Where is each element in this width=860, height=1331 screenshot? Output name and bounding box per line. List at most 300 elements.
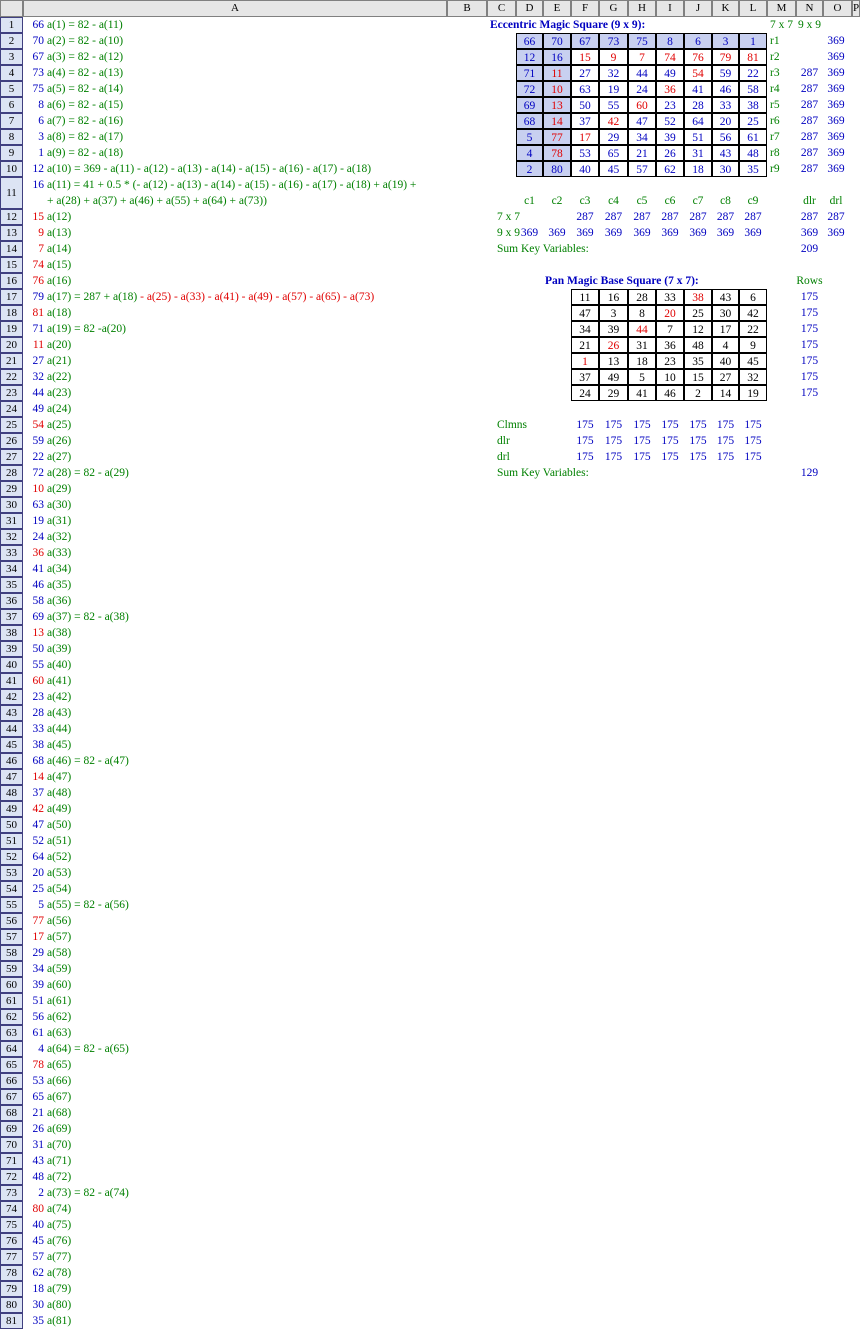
ems-cell[interactable]: 1 xyxy=(739,33,767,49)
cell-a55[interactable]: 5 xyxy=(38,899,44,911)
pms-cell[interactable]: 3 xyxy=(599,305,628,321)
row-header-68[interactable]: 68 xyxy=(0,1105,23,1121)
cell-b53[interactable]: a(53) xyxy=(47,867,72,879)
select-all-corner[interactable] xyxy=(0,0,23,17)
cell-a26[interactable]: 59 xyxy=(32,435,44,447)
row-header-75[interactable]: 75 xyxy=(0,1217,23,1233)
row-header-48[interactable]: 48 xyxy=(0,785,23,801)
cell-b66[interactable]: a(66) xyxy=(47,1075,72,1087)
pms-cell[interactable]: 4 xyxy=(712,337,739,353)
row-header-74[interactable]: 74 xyxy=(0,1201,23,1217)
pms-cell[interactable]: 19 xyxy=(739,385,767,401)
row-header-18[interactable]: 18 xyxy=(0,305,23,321)
pms-cell[interactable]: 27 xyxy=(712,369,739,385)
ems-cell[interactable]: 33 xyxy=(712,97,739,113)
cell-b18[interactable]: a(18) xyxy=(47,307,72,319)
pms-cell[interactable]: 14 xyxy=(712,385,739,401)
row-header-43[interactable]: 43 xyxy=(0,705,23,721)
column-header-f[interactable]: F xyxy=(571,0,599,17)
column-header-g[interactable]: G xyxy=(599,0,628,17)
row-header-37[interactable]: 37 xyxy=(0,609,23,625)
cell-a16[interactable]: 76 xyxy=(32,275,44,287)
pms-cell[interactable]: 43 xyxy=(712,289,739,305)
ems-cell[interactable]: 35 xyxy=(739,161,767,177)
ems-cell[interactable]: 38 xyxy=(739,97,767,113)
cell-a13[interactable]: 9 xyxy=(38,227,44,239)
cell-b78[interactable]: a(78) xyxy=(47,1267,72,1279)
cell-a25[interactable]: 54 xyxy=(32,419,44,431)
row-header-16[interactable]: 16 xyxy=(0,273,23,289)
ems-cell[interactable]: 72 xyxy=(516,81,543,97)
ems-cell[interactable]: 81 xyxy=(739,49,767,65)
ems-cell[interactable]: 34 xyxy=(628,129,656,145)
ems-cell[interactable]: 14 xyxy=(543,113,571,129)
ems-cell[interactable]: 68 xyxy=(516,113,543,129)
row-header-35[interactable]: 35 xyxy=(0,577,23,593)
cell-b52[interactable]: a(52) xyxy=(47,851,72,863)
ems-cell[interactable]: 67 xyxy=(571,33,599,49)
ems-cell[interactable]: 61 xyxy=(739,129,767,145)
row-header-45[interactable]: 45 xyxy=(0,737,23,753)
cell-b11-line2[interactable]: + a(28) + a(37) + a(46) + a(55) + a(64) + a(73)) xyxy=(47,195,267,207)
ems-cell[interactable]: 6 xyxy=(684,33,712,49)
row-header-71[interactable]: 71 xyxy=(0,1153,23,1169)
cell-a6[interactable]: 8 xyxy=(38,99,44,111)
row-header-23[interactable]: 23 xyxy=(0,385,23,401)
cell-b76[interactable]: a(76) xyxy=(47,1235,72,1247)
ems-cell[interactable]: 74 xyxy=(656,49,684,65)
pms-cell[interactable]: 17 xyxy=(712,321,739,337)
ems-cell[interactable]: 62 xyxy=(656,161,684,177)
pms-cell[interactable]: 13 xyxy=(599,353,628,369)
cell-b74[interactable]: a(74) xyxy=(47,1203,72,1215)
cell-b32[interactable]: a(32) xyxy=(47,531,72,543)
cell-a8[interactable]: 3 xyxy=(38,131,44,143)
cell-b39[interactable]: a(39) xyxy=(47,643,72,655)
ems-cell[interactable]: 32 xyxy=(599,65,628,81)
cell-b70[interactable]: a(70) xyxy=(47,1139,72,1151)
cell-b5[interactable]: a(5) = 82 - a(14) xyxy=(47,83,124,95)
column-header-a[interactable]: A xyxy=(23,0,447,17)
ems-cell[interactable]: 23 xyxy=(656,97,684,113)
cell-a39[interactable]: 50 xyxy=(32,643,44,655)
cell-a31[interactable]: 19 xyxy=(32,515,44,527)
ems-cell[interactable]: 57 xyxy=(628,161,656,177)
cell-b26[interactable]: a(26) xyxy=(47,435,72,447)
row-header-79[interactable]: 79 xyxy=(0,1281,23,1297)
pms-cell[interactable]: 25 xyxy=(684,305,712,321)
pms-cell[interactable]: 46 xyxy=(656,385,684,401)
pms-cell[interactable]: 40 xyxy=(712,353,739,369)
cell-a67[interactable]: 65 xyxy=(32,1091,44,1103)
cell-b44[interactable]: a(44) xyxy=(47,723,72,735)
ems-cell[interactable]: 20 xyxy=(712,113,739,129)
row-header-28[interactable]: 28 xyxy=(0,465,23,481)
ems-cell[interactable]: 70 xyxy=(543,33,571,49)
row-header-36[interactable]: 36 xyxy=(0,593,23,609)
cell-b72[interactable]: a(72) xyxy=(47,1171,72,1183)
cell-a76[interactable]: 45 xyxy=(32,1235,44,1247)
cell-a73[interactable]: 2 xyxy=(38,1187,44,1199)
column-header-m[interactable]: M xyxy=(767,0,796,17)
row-header-19[interactable]: 19 xyxy=(0,321,23,337)
row-header-9[interactable]: 9 xyxy=(0,145,23,161)
pms-cell[interactable]: 39 xyxy=(599,321,628,337)
cell-a28[interactable]: 72 xyxy=(32,467,44,479)
cell-a1[interactable]: 66 xyxy=(32,19,44,31)
row-header-26[interactable]: 26 xyxy=(0,433,23,449)
ems-cell[interactable]: 69 xyxy=(516,97,543,113)
ems-cell[interactable]: 52 xyxy=(656,113,684,129)
ems-cell[interactable]: 41 xyxy=(684,81,712,97)
pms-cell[interactable]: 24 xyxy=(571,385,599,401)
ems-cell[interactable]: 26 xyxy=(656,145,684,161)
pms-cell[interactable]: 16 xyxy=(599,289,628,305)
cell-b65[interactable]: a(65) xyxy=(47,1059,72,1071)
ems-cell[interactable]: 16 xyxy=(543,49,571,65)
cell-b1[interactable]: a(1) = 82 - a(11) xyxy=(47,19,123,31)
cell-b69[interactable]: a(69) xyxy=(47,1123,72,1135)
cell-b62[interactable]: a(62) xyxy=(47,1011,72,1023)
cell-b64[interactable]: a(64) = 82 - a(65) xyxy=(47,1043,129,1055)
row-header-73[interactable]: 73 xyxy=(0,1185,23,1201)
ems-cell[interactable]: 24 xyxy=(628,81,656,97)
pms-cell[interactable]: 45 xyxy=(739,353,767,369)
row-header-44[interactable]: 44 xyxy=(0,721,23,737)
row-header-11[interactable]: 11 xyxy=(0,177,23,209)
cell-a78[interactable]: 62 xyxy=(32,1267,44,1279)
ems-cell[interactable]: 55 xyxy=(599,97,628,113)
pms-cell[interactable]: 35 xyxy=(684,353,712,369)
cell-a58[interactable]: 29 xyxy=(32,947,44,959)
cell-a41[interactable]: 60 xyxy=(32,675,44,687)
ems-cell[interactable]: 40 xyxy=(571,161,599,177)
cell-b48[interactable]: a(48) xyxy=(47,787,72,799)
ems-cell[interactable]: 5 xyxy=(516,129,543,145)
row-header-33[interactable]: 33 xyxy=(0,545,23,561)
pms-cell[interactable]: 9 xyxy=(739,337,767,353)
cell-b15[interactable]: a(15) xyxy=(47,259,72,271)
ems-cell[interactable]: 60 xyxy=(628,97,656,113)
row-header-1[interactable]: 1 xyxy=(0,17,23,33)
ems-cell[interactable]: 31 xyxy=(684,145,712,161)
cell-a80[interactable]: 30 xyxy=(32,1299,44,1311)
ems-cell[interactable]: 9 xyxy=(599,49,628,65)
row-header-77[interactable]: 77 xyxy=(0,1249,23,1265)
cell-b73[interactable]: a(73) = 82 - a(74) xyxy=(47,1187,129,1199)
ems-cell[interactable]: 56 xyxy=(712,129,739,145)
cell-a5[interactable]: 75 xyxy=(32,83,44,95)
ems-cell[interactable]: 66 xyxy=(516,33,543,49)
cell-b27[interactable]: a(27) xyxy=(47,451,72,463)
cell-a7[interactable]: 6 xyxy=(38,115,44,127)
cell-a68[interactable]: 21 xyxy=(32,1107,44,1119)
cell-a23[interactable]: 44 xyxy=(32,387,44,399)
pms-cell[interactable]: 22 xyxy=(739,321,767,337)
cell-b43[interactable]: a(43) xyxy=(47,707,72,719)
pms-cell[interactable]: 11 xyxy=(571,289,599,305)
row-header-7[interactable]: 7 xyxy=(0,113,23,129)
ems-cell[interactable]: 71 xyxy=(516,65,543,81)
row-header-76[interactable]: 76 xyxy=(0,1233,23,1249)
row-header-42[interactable]: 42 xyxy=(0,689,23,705)
pms-cell[interactable]: 31 xyxy=(628,337,656,353)
row-header-10[interactable]: 10 xyxy=(0,161,23,177)
cell-a29[interactable]: 10 xyxy=(32,483,44,495)
row-header-21[interactable]: 21 xyxy=(0,353,23,369)
cell-a71[interactable]: 43 xyxy=(32,1155,44,1167)
cell-a42[interactable]: 23 xyxy=(32,691,44,703)
cell-b77[interactable]: a(77) xyxy=(47,1251,72,1263)
pms-cell[interactable]: 37 xyxy=(571,369,599,385)
ems-cell[interactable]: 78 xyxy=(543,145,571,161)
cell-a15[interactable]: 74 xyxy=(32,259,44,271)
cell-a64[interactable]: 4 xyxy=(38,1043,44,1055)
cell-b63[interactable]: a(63) xyxy=(47,1027,72,1039)
pms-cell[interactable]: 49 xyxy=(599,369,628,385)
pms-cell[interactable]: 12 xyxy=(684,321,712,337)
pms-cell[interactable]: 5 xyxy=(628,369,656,385)
ems-cell[interactable]: 46 xyxy=(712,81,739,97)
ems-cell[interactable]: 21 xyxy=(628,145,656,161)
cell-b22[interactable]: a(22) xyxy=(47,371,72,383)
ems-cell[interactable]: 3 xyxy=(712,33,739,49)
cell-a60[interactable]: 39 xyxy=(32,979,44,991)
cell-b17[interactable]: a(17) = 287 + a(18) - a(25) - a(33) - a(41) - a(49) - a(57) - a(65) - a(73) xyxy=(47,291,375,303)
ems-cell[interactable]: 58 xyxy=(739,81,767,97)
row-header-62[interactable]: 62 xyxy=(0,1009,23,1025)
cell-a40[interactable]: 55 xyxy=(32,659,44,671)
row-header-67[interactable]: 67 xyxy=(0,1089,23,1105)
row-header-47[interactable]: 47 xyxy=(0,769,23,785)
row-header-17[interactable]: 17 xyxy=(0,289,23,305)
pms-cell[interactable]: 20 xyxy=(656,305,684,321)
cell-b23[interactable]: a(23) xyxy=(47,387,72,399)
ems-cell[interactable]: 19 xyxy=(599,81,628,97)
cell-a36[interactable]: 58 xyxy=(32,595,44,607)
cell-a11[interactable]: 16 xyxy=(32,179,44,191)
row-header-27[interactable]: 27 xyxy=(0,449,23,465)
column-header-c[interactable]: C xyxy=(487,0,516,17)
cell-b75[interactable]: a(75) xyxy=(47,1219,72,1231)
cell-b13[interactable]: a(13) xyxy=(47,227,72,239)
row-header-80[interactable]: 80 xyxy=(0,1297,23,1313)
pms-cell[interactable]: 28 xyxy=(628,289,656,305)
pms-cell[interactable]: 10 xyxy=(656,369,684,385)
cell-b81[interactable]: a(81) xyxy=(47,1315,72,1327)
row-header-29[interactable]: 29 xyxy=(0,481,23,497)
row-header-51[interactable]: 51 xyxy=(0,833,23,849)
cell-b50[interactable]: a(50) xyxy=(47,819,72,831)
row-header-13[interactable]: 13 xyxy=(0,225,23,241)
cell-a22[interactable]: 32 xyxy=(32,371,44,383)
cell-b35[interactable]: a(35) xyxy=(47,579,72,591)
row-header-52[interactable]: 52 xyxy=(0,849,23,865)
ems-cell[interactable]: 30 xyxy=(712,161,739,177)
cell-a59[interactable]: 34 xyxy=(32,963,44,975)
row-header-53[interactable]: 53 xyxy=(0,865,23,881)
cell-b57[interactable]: a(57) xyxy=(47,931,72,943)
pms-cell[interactable]: 33 xyxy=(656,289,684,305)
pms-cell[interactable]: 34 xyxy=(571,321,599,337)
ems-cell[interactable]: 27 xyxy=(571,65,599,81)
cell-b28[interactable]: a(28) = 82 - a(29) xyxy=(47,467,129,479)
cell-b25[interactable]: a(25) xyxy=(47,419,72,431)
cell-b47[interactable]: a(47) xyxy=(47,771,72,783)
cell-a70[interactable]: 31 xyxy=(32,1139,44,1151)
cell-b38[interactable]: a(38) xyxy=(47,627,72,639)
cell-a3[interactable]: 67 xyxy=(32,51,44,63)
row-header-46[interactable]: 46 xyxy=(0,753,23,769)
cell-b59[interactable]: a(59) xyxy=(47,963,72,975)
pms-cell[interactable]: 44 xyxy=(628,321,656,337)
cell-a34[interactable]: 41 xyxy=(32,563,44,575)
column-header-k[interactable]: K xyxy=(712,0,739,17)
cell-b56[interactable]: a(56) xyxy=(47,915,72,927)
row-header-59[interactable]: 59 xyxy=(0,961,23,977)
pms-cell[interactable]: 26 xyxy=(599,337,628,353)
cell-a62[interactable]: 56 xyxy=(32,1011,44,1023)
pms-cell[interactable]: 23 xyxy=(656,353,684,369)
ems-cell[interactable]: 17 xyxy=(571,129,599,145)
cell-a24[interactable]: 49 xyxy=(32,403,44,415)
row-header-54[interactable]: 54 xyxy=(0,881,23,897)
row-header-12[interactable]: 12 xyxy=(0,209,23,225)
pms-cell[interactable]: 2 xyxy=(684,385,712,401)
cell-a48[interactable]: 37 xyxy=(32,787,44,799)
ems-cell[interactable]: 37 xyxy=(571,113,599,129)
pms-cell[interactable]: 38 xyxy=(684,289,712,305)
cell-b24[interactable]: a(24) xyxy=(47,403,72,415)
pms-cell[interactable]: 29 xyxy=(599,385,628,401)
ems-cell[interactable]: 12 xyxy=(516,49,543,65)
cell-a47[interactable]: 14 xyxy=(32,771,44,783)
row-header-49[interactable]: 49 xyxy=(0,801,23,817)
cell-a65[interactable]: 78 xyxy=(32,1059,44,1071)
pms-cell[interactable]: 7 xyxy=(656,321,684,337)
row-header-14[interactable]: 14 xyxy=(0,241,23,257)
ems-cell[interactable]: 44 xyxy=(628,65,656,81)
ems-cell[interactable]: 73 xyxy=(599,33,628,49)
cell-a32[interactable]: 24 xyxy=(32,531,44,543)
cell-b68[interactable]: a(68) xyxy=(47,1107,72,1119)
cell-b19[interactable]: a(19) = 82 -a(20) xyxy=(47,323,126,335)
cell-b8[interactable]: a(8) = 82 - a(17) xyxy=(47,131,124,143)
cell-a45[interactable]: 38 xyxy=(32,739,44,751)
row-header-61[interactable]: 61 xyxy=(0,993,23,1009)
row-header-40[interactable]: 40 xyxy=(0,657,23,673)
row-header-2[interactable]: 2 xyxy=(0,33,23,49)
ems-cell[interactable]: 79 xyxy=(712,49,739,65)
cell-a53[interactable]: 20 xyxy=(32,867,44,879)
cell-b6[interactable]: a(6) = 82 - a(15) xyxy=(47,99,124,111)
cell-a14[interactable]: 7 xyxy=(38,243,44,255)
cell-a79[interactable]: 18 xyxy=(32,1283,44,1295)
cell-b4[interactable]: a(4) = 82 - a(13) xyxy=(47,67,124,79)
row-header-22[interactable]: 22 xyxy=(0,369,23,385)
row-header-64[interactable]: 64 xyxy=(0,1041,23,1057)
row-header-72[interactable]: 72 xyxy=(0,1169,23,1185)
cell-b3[interactable]: a(3) = 82 - a(12) xyxy=(47,51,124,63)
ems-cell[interactable]: 18 xyxy=(684,161,712,177)
cell-b10[interactable]: a(10) = 369 - a(11) - a(12) - a(13) - a(14) - a(15) - a(16) - a(17) - a(18) xyxy=(47,163,372,175)
cell-b55[interactable]: a(55) = 82 - a(56) xyxy=(47,899,129,911)
cell-b36[interactable]: a(36) xyxy=(47,595,72,607)
cell-b40[interactable]: a(40) xyxy=(47,659,72,671)
ems-cell[interactable]: 22 xyxy=(739,65,767,81)
cell-a75[interactable]: 40 xyxy=(32,1219,44,1231)
ems-cell[interactable]: 59 xyxy=(712,65,739,81)
cell-a4[interactable]: 73 xyxy=(32,67,44,79)
ems-cell[interactable]: 63 xyxy=(571,81,599,97)
ems-cell[interactable]: 77 xyxy=(543,129,571,145)
cell-a66[interactable]: 53 xyxy=(32,1075,44,1087)
row-header-70[interactable]: 70 xyxy=(0,1137,23,1153)
row-header-66[interactable]: 66 xyxy=(0,1073,23,1089)
cell-a30[interactable]: 63 xyxy=(32,499,44,511)
row-header-4[interactable]: 4 xyxy=(0,65,23,81)
ems-cell[interactable]: 64 xyxy=(684,113,712,129)
ems-cell[interactable]: 80 xyxy=(543,161,571,177)
row-header-69[interactable]: 69 xyxy=(0,1121,23,1137)
ems-cell[interactable]: 50 xyxy=(571,97,599,113)
ems-cell[interactable]: 49 xyxy=(656,65,684,81)
pms-cell[interactable]: 36 xyxy=(656,337,684,353)
cell-b58[interactable]: a(58) xyxy=(47,947,72,959)
row-header-34[interactable]: 34 xyxy=(0,561,23,577)
ems-cell[interactable]: 65 xyxy=(599,145,628,161)
ems-cell[interactable]: 75 xyxy=(628,33,656,49)
cell-b37[interactable]: a(37) = 82 - a(38) xyxy=(47,611,129,623)
cell-b29[interactable]: a(29) xyxy=(47,483,72,495)
row-header-57[interactable]: 57 xyxy=(0,929,23,945)
cell-b30[interactable]: a(30) xyxy=(47,499,72,511)
cell-b9[interactable]: a(9) = 82 - a(18) xyxy=(47,147,124,159)
row-header-63[interactable]: 63 xyxy=(0,1025,23,1041)
row-header-6[interactable]: 6 xyxy=(0,97,23,113)
ems-cell[interactable]: 54 xyxy=(684,65,712,81)
cell-a57[interactable]: 17 xyxy=(32,931,44,943)
row-header-8[interactable]: 8 xyxy=(0,129,23,145)
cell-b31[interactable]: a(31) xyxy=(47,515,72,527)
cell-b51[interactable]: a(51) xyxy=(47,835,72,847)
cell-a37[interactable]: 69 xyxy=(32,611,44,623)
ems-cell[interactable]: 45 xyxy=(599,161,628,177)
row-header-3[interactable]: 3 xyxy=(0,49,23,65)
row-header-58[interactable]: 58 xyxy=(0,945,23,961)
cell-a54[interactable]: 25 xyxy=(32,883,44,895)
column-header-d[interactable]: D xyxy=(516,0,543,17)
cell-b2[interactable]: a(2) = 82 - a(10) xyxy=(47,35,124,47)
ems-cell[interactable]: 51 xyxy=(684,129,712,145)
pms-cell[interactable]: 6 xyxy=(739,289,767,305)
ems-cell[interactable]: 11 xyxy=(543,65,571,81)
pms-cell[interactable]: 21 xyxy=(571,337,599,353)
ems-cell[interactable]: 8 xyxy=(656,33,684,49)
cell-b33[interactable]: a(33) xyxy=(47,547,72,559)
cell-b71[interactable]: a(71) xyxy=(47,1155,72,1167)
pms-cell[interactable]: 8 xyxy=(628,305,656,321)
cell-a63[interactable]: 61 xyxy=(32,1027,44,1039)
cell-b80[interactable]: a(80) xyxy=(47,1299,72,1311)
row-header-65[interactable]: 65 xyxy=(0,1057,23,1073)
cell-a61[interactable]: 51 xyxy=(32,995,44,1007)
pms-cell[interactable]: 30 xyxy=(712,305,739,321)
ems-cell[interactable]: 47 xyxy=(628,113,656,129)
ems-cell[interactable]: 10 xyxy=(543,81,571,97)
row-header-55[interactable]: 55 xyxy=(0,897,23,913)
cell-a20[interactable]: 11 xyxy=(32,339,44,351)
